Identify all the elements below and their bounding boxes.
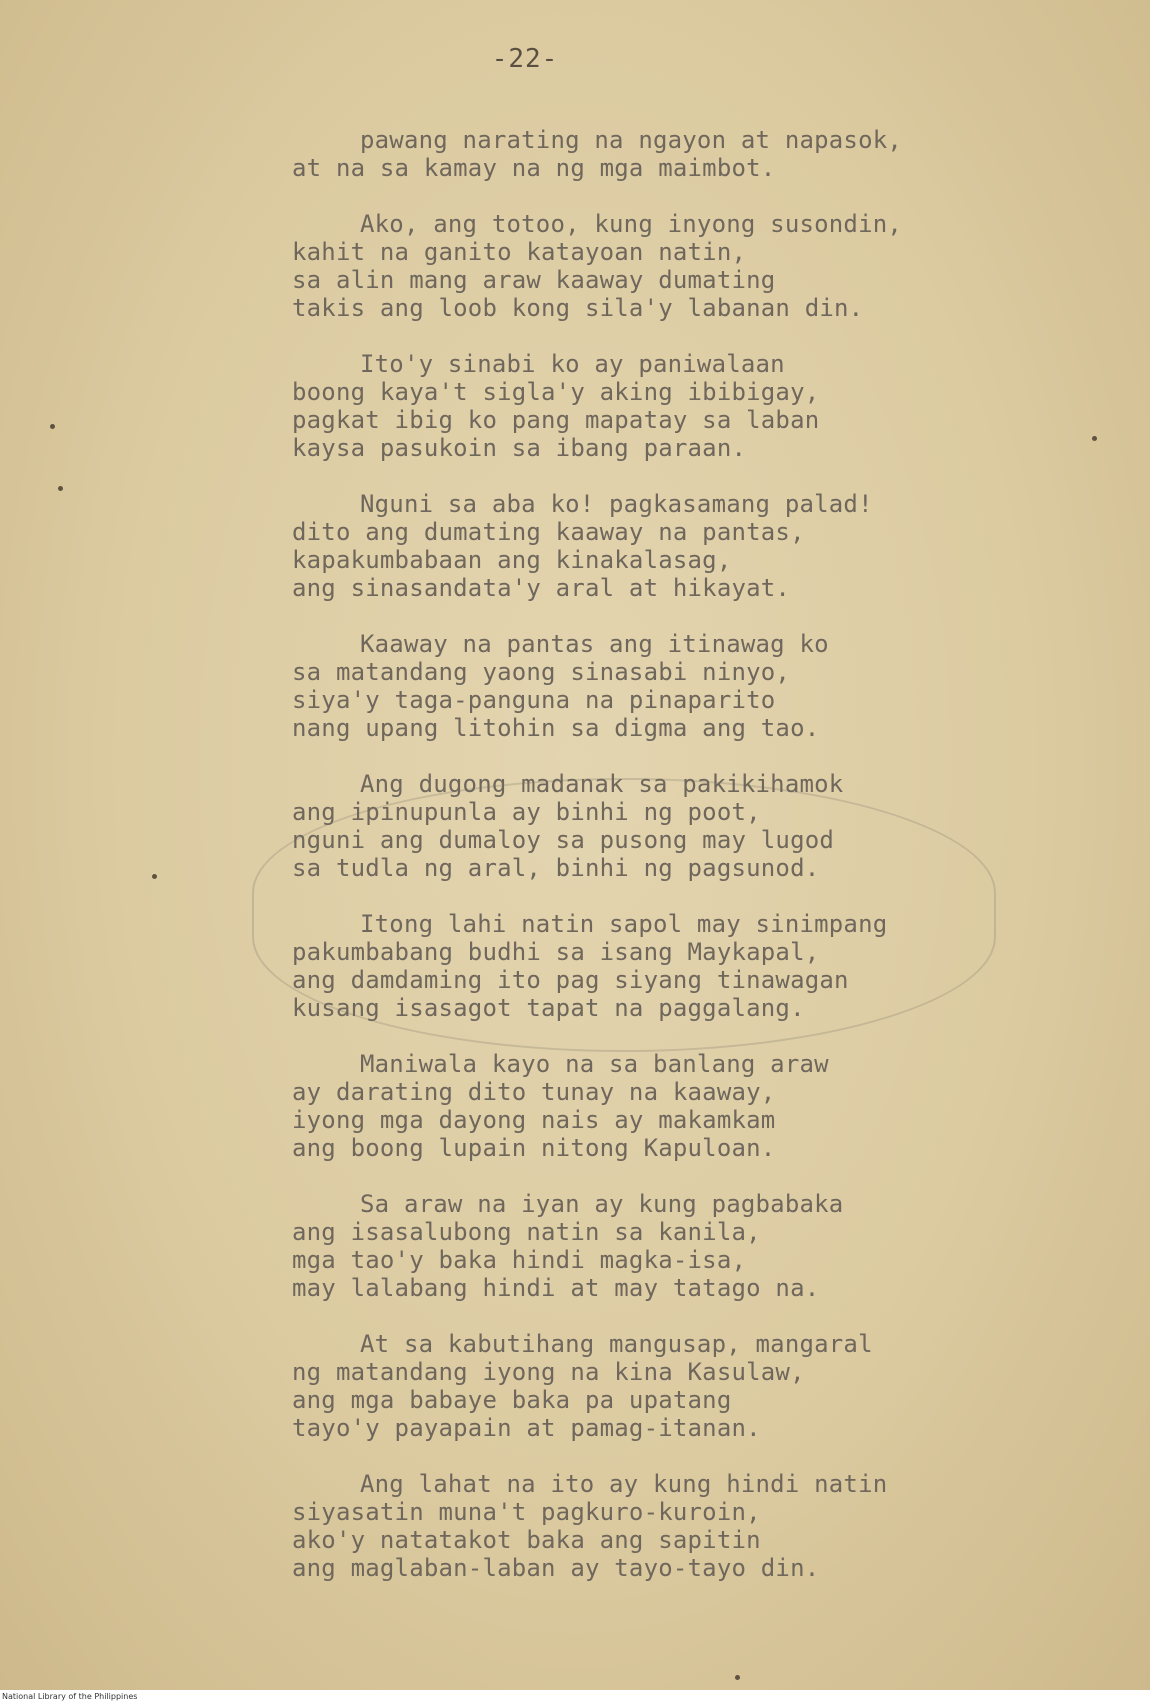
stanza [292, 1470, 1052, 1582]
poem-line: ang boong lupain nitong Kapuloan. [292, 1134, 776, 1162]
stanza [292, 1050, 1052, 1162]
page-number: -22- [491, 44, 559, 74]
footer-credit: National Library of the Philippines [0, 1690, 1150, 1703]
poem-line: tayo'y payapain at pamag-itanan. [292, 1414, 761, 1442]
poem-line: ako'y natatakot baka ang sapitin [292, 1526, 761, 1554]
poem-line: Ang dugong madanak sa pakikihamok [360, 770, 844, 798]
poem-line: sa matandang yaong sinasabi ninyo, [292, 658, 791, 686]
poem-line: Ito'y sinabi ko ay paniwalaan [360, 350, 785, 378]
poem-line: ang damdaming ito pag siyang tinawagan [292, 966, 849, 994]
poem-line: kusang isasagot tapat na paggalang. [292, 994, 805, 1022]
poem-line: Sa araw na iyan ay kung pagbabaka [360, 1190, 844, 1218]
poem-line: At sa kabutihang mangusap, mangaral [360, 1330, 873, 1358]
poem-line: nang upang litohin sa digma ang tao. [292, 714, 820, 742]
poem-body [292, 126, 1052, 1610]
poem-line: Kaaway na pantas ang itinawag ko [360, 630, 829, 658]
poem-line: may lalabang hindi at may tatago na. [292, 1274, 820, 1302]
poem-line: at na sa kamay na ng mga maimbot. [292, 154, 776, 182]
poem-line: boong kaya't sigla'y aking ibibigay, [292, 378, 820, 406]
poem-line: sa tudla ng aral, binhi ng pagsunod. [292, 854, 820, 882]
stanza [292, 770, 1052, 882]
poem-line: Ang lahat na ito ay kung hindi natin [360, 1470, 888, 1498]
stanza [292, 350, 1052, 462]
stanza [292, 1330, 1052, 1442]
stanza [292, 490, 1052, 602]
poem-line: siyasatin muna't pagkuro-kuroin, [292, 1498, 761, 1526]
poem-line: Nguni sa aba ko! pagkasamang palad! [360, 490, 873, 518]
stanza [292, 126, 1052, 182]
stanza [292, 1190, 1052, 1302]
poem-line: iyong mga dayong nais ay makamkam [292, 1106, 776, 1134]
poem-line: siya'y taga-panguna na pinaparito [292, 686, 776, 714]
poem-line: nguni ang dumaloy sa pusong may lugod [292, 826, 835, 854]
paper-speck [152, 874, 157, 879]
paper-speck [58, 486, 63, 491]
poem-line: Ako, ang totoo, kung inyong susondin, [360, 210, 903, 238]
stanza [292, 910, 1052, 1022]
paper-speck [50, 424, 55, 429]
poem-line: Maniwala kayo na sa banlang araw [360, 1050, 829, 1078]
poem-line: ang isasalubong natin sa kanila, [292, 1218, 761, 1246]
poem-line: takis ang loob kong sila'y labanan din. [292, 294, 864, 322]
poem-line: ang maglaban-laban ay tayo-tayo din. [292, 1554, 820, 1582]
poem-line: ang sinasandata'y aral at hikayat. [292, 574, 791, 602]
stanza [292, 210, 1052, 322]
paper-speck [735, 1675, 740, 1680]
poem-line: kahit na ganito katayoan natin, [292, 238, 747, 266]
poem-line: ang mga babaye baka pa upatang [292, 1386, 732, 1414]
poem-line: pakumbabang budhi sa isang Maykapal, [292, 938, 820, 966]
poem-line: sa alin mang araw kaaway dumating [292, 266, 776, 294]
poem-line: kapakumbabaan ang kinakalasag, [292, 546, 732, 574]
paper-speck [1092, 436, 1097, 441]
poem-line: pagkat ibig ko pang mapatay sa laban [292, 406, 820, 434]
poem-line: mga tao'y baka hindi magka-isa, [292, 1246, 747, 1274]
poem-line: dito ang dumating kaaway na pantas, [292, 518, 805, 546]
poem-line: ang ipinupunla ay binhi ng poot, [292, 798, 761, 826]
poem-line: pawang narating na ngayon at napasok, [360, 126, 903, 154]
poem-line: kaysa pasukoin sa ibang paraan. [292, 434, 747, 462]
poem-line: ng matandang iyong na kina Kasulaw, [292, 1358, 805, 1386]
poem-line: ay darating dito tunay na kaaway, [292, 1078, 776, 1106]
stanza [292, 630, 1052, 742]
poem-line: Itong lahi natin sapol may sinimpang [360, 910, 888, 938]
